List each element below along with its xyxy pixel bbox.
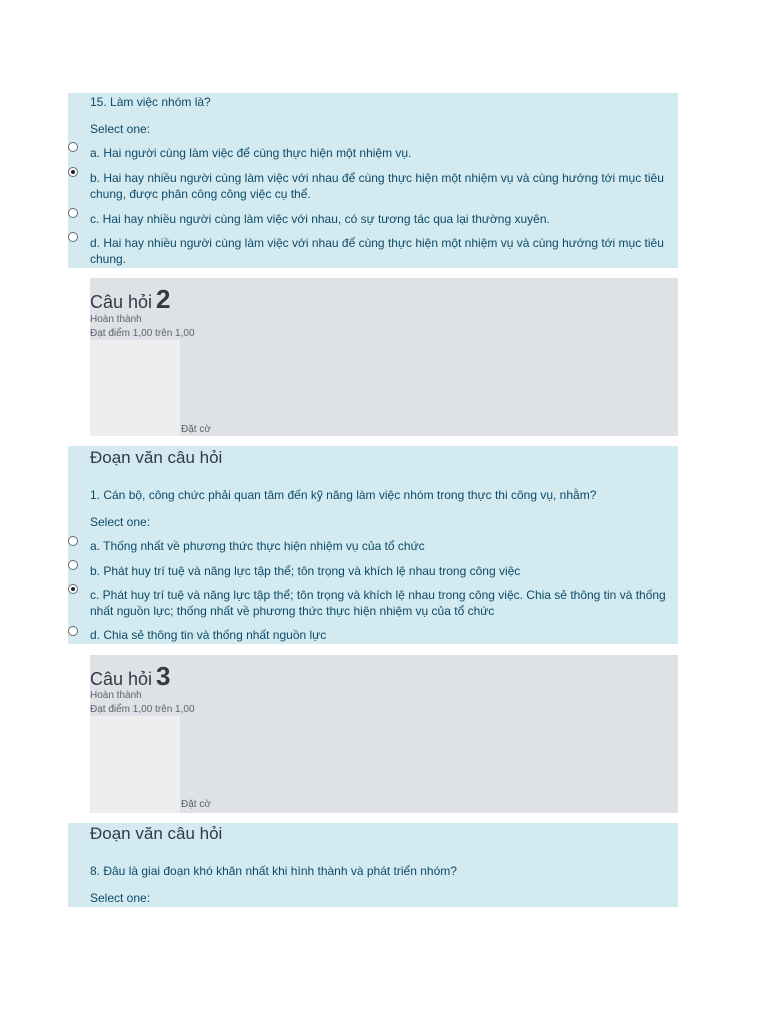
question-label: Câu hỏi — [90, 292, 153, 312]
radio-option-c[interactable] — [68, 208, 78, 218]
radio-option-c[interactable] — [68, 584, 78, 594]
option-c-label[interactable]: c. Hai hay nhiều người cùng làm việc với nhau, có sự tương tác qua lại thường xuyên. — [90, 212, 550, 226]
option-b-label[interactable]: b. Phát huy trí tuệ và năng lực tập thể; tôn trọng và khích lệ nhau trong công việc — [90, 564, 521, 578]
option-d-label[interactable]: d. Hai hay nhiều người cùng làm việc với nhau để cùng thực hiện một nhiệm vụ và cùng hướng tới mục tiêu chung. — [90, 236, 664, 266]
question-number: 2 — [156, 284, 171, 314]
radio-option-b[interactable] — [68, 560, 78, 570]
option-d-label[interactable]: d. Chia sẻ thông tin và thống nhất nguồn lực — [90, 628, 327, 642]
question-2-info — [90, 278, 678, 436]
select-one-prompt: Select one: — [90, 891, 151, 905]
question-15-block — [68, 93, 678, 268]
question-number: 3 — [156, 661, 171, 691]
question-text: 1. Cán bộ, công chức phải quan tâm đến kỹ năng làm việc nhóm trong thực thi công vụ, nhằm? — [90, 488, 597, 502]
option-a-label[interactable]: a. Thống nhất về phương thức thực hiện nhiệm vụ của tổ chức — [90, 539, 425, 553]
question-grade: Đạt điểm 1,00 trên 1,00 — [90, 328, 195, 339]
question-3-info — [90, 655, 678, 813]
question-2-block — [68, 446, 678, 644]
select-one-prompt: Select one: — [90, 122, 151, 136]
option-c-label[interactable]: c. Phát huy trí tuệ và năng lực tập thể; tôn trọng và khích lệ nhau trong công việc. Chia sẻ thông tin và thống nhất nguồn lực; thống nhất về phương thức thực hiện nhiệm vụ của tổ chức — [90, 588, 666, 618]
question-text: 8. Đâu là giai đoạn khó khăn nhất khi hình thành và phát triển nhóm? — [90, 864, 457, 878]
radio-option-a[interactable] — [68, 536, 78, 546]
section-title: Đoạn văn câu hỏi — [90, 448, 223, 467]
radio-option-b[interactable] — [68, 167, 78, 177]
question-text: 15. Làm việc nhóm là? — [90, 95, 211, 109]
flag-area — [90, 340, 180, 436]
question-state: Hoàn thành — [90, 314, 142, 325]
select-one-prompt: Select one: — [90, 515, 151, 529]
question-heading — [90, 661, 171, 692]
question-heading — [90, 284, 171, 315]
flag-question-link[interactable]: Đặt cờ — [181, 799, 211, 810]
question-3-block — [68, 823, 678, 907]
section-title: Đoạn văn câu hỏi — [90, 824, 223, 843]
radio-option-d[interactable] — [68, 626, 78, 636]
question-state: Hoàn thành — [90, 690, 142, 701]
option-b-label[interactable]: b. Hai hay nhiều người cùng làm việc với nhau để cùng thực hiện một nhiệm vụ và cùng hướng tới mục tiêu chung, được phân công công việc cụ thể. — [90, 171, 664, 201]
flag-area — [90, 716, 180, 813]
question-label: Câu hỏi — [90, 669, 153, 689]
flag-question-link[interactable]: Đặt cờ — [181, 424, 211, 435]
question-grade: Đạt điểm 1,00 trên 1,00 — [90, 704, 195, 715]
option-a-label[interactable]: a. Hai người cùng làm việc để cùng thực hiện một nhiệm vụ. — [90, 146, 412, 160]
radio-option-a[interactable] — [68, 142, 78, 152]
radio-option-d[interactable] — [68, 232, 78, 242]
